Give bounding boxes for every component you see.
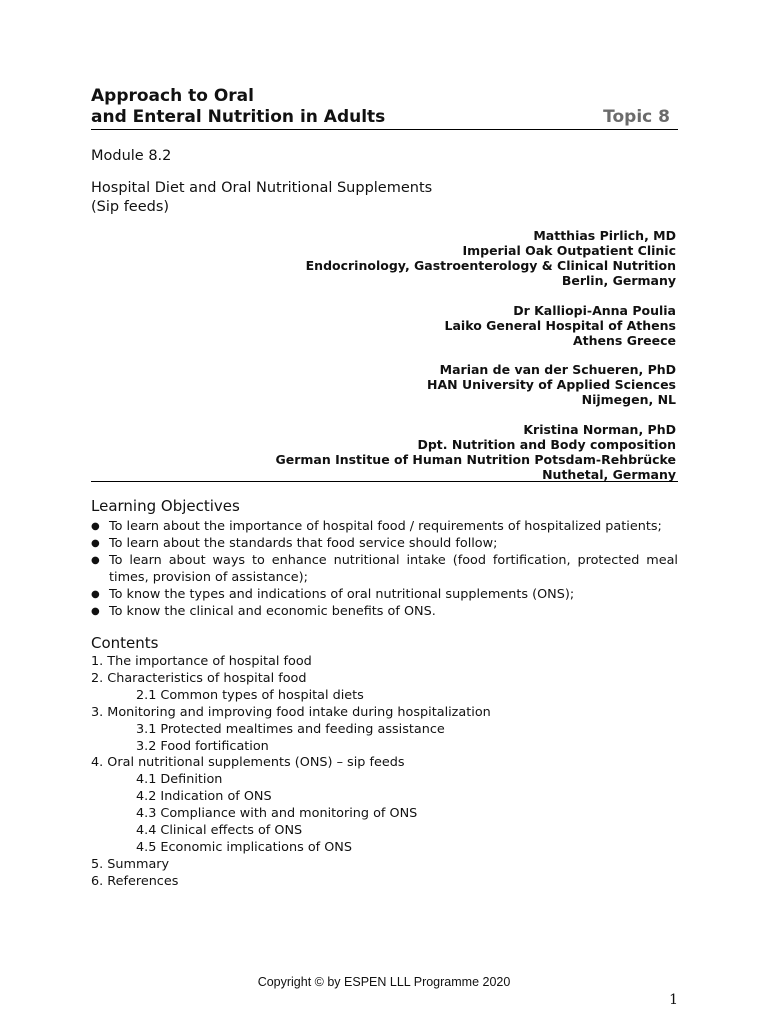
module-subtitle	[91, 179, 432, 217]
toc-item: 2. Characteristics of hospital food	[91, 670, 307, 686]
toc-item: 3. Monitoring and improving food intake during hospitalization	[91, 704, 491, 720]
author-list	[176, 228, 676, 482]
bullet-icon: ●	[91, 521, 100, 532]
subtitle-line-2: (Sip feeds)	[91, 199, 170, 215]
author-line: Dr Kalliopi-Anna Poulia	[513, 302, 676, 318]
toc-item: 6. References	[91, 873, 179, 889]
module-label: Module 8.2	[91, 148, 172, 164]
toc-subitem: 4.4 Clinical effects of ONS	[136, 823, 303, 839]
toc-item: 4. Oral nutritional supplements (ONS) – sip feeds	[91, 755, 405, 771]
author-line: Laiko General Hospital of Athens	[444, 317, 676, 333]
list-item	[91, 518, 678, 535]
author-block	[176, 422, 676, 482]
title-line-1: Approach to Oral	[91, 86, 254, 106]
topic-label: Topic 8	[603, 107, 670, 127]
toc-item: 1. The importance of hospital food	[91, 654, 312, 669]
copyright-footer: Copyright © by ESPEN LLL Programme 2020	[257, 975, 511, 989]
section-divider	[91, 481, 678, 482]
document-title	[91, 86, 678, 130]
author-block	[176, 362, 676, 407]
author-line: HAN University of Applied Sciences	[427, 377, 676, 392]
author-line: Imperial Oak Outpatient Clinic	[462, 243, 676, 258]
author-line: Athens Greece	[573, 332, 676, 348]
objectives-heading: Learning Objectives	[91, 497, 240, 515]
toc-subitem: 2.1 Common types of hospital diets	[136, 687, 364, 703]
author-line: Dpt. Nutrition and Body composition	[417, 436, 676, 452]
objective-text: To learn about ways to enhance nutritional intake (food fortification, protected meal times, provision of assistance);	[109, 553, 678, 585]
list-item	[91, 603, 678, 620]
toc-subitem: 4.2 Indication of ONS	[136, 789, 272, 805]
objective-text: To learn about the standards that food service should follow;	[109, 536, 498, 551]
title-row-2	[91, 107, 678, 130]
toc-item: 5. Summary	[91, 856, 170, 872]
author-block	[176, 303, 676, 348]
objective-text: To know the types and indications of oral nutritional supplements (ONS);	[109, 587, 575, 602]
author-line: Berlin, Germany	[561, 273, 676, 288]
bullet-icon: ●	[91, 606, 100, 617]
objective-text: To know the clinical and economic benefits of ONS.	[109, 604, 436, 619]
toc-subitem: 3.2 Food fortification	[136, 738, 269, 754]
author-line: Endocrinology, Gastroenterology & Clinical Nutrition	[305, 258, 676, 273]
objectives-list	[91, 518, 678, 620]
author-line: Matthias Pirlich, MD	[533, 228, 676, 243]
objective-text: To learn about the importance of hospital food / requirements of hospitalized patients;	[109, 519, 662, 534]
contents-heading: Contents	[91, 634, 159, 652]
author-block	[176, 228, 676, 288]
toc-subitem: 4.3 Compliance with and monitoring of ONS	[136, 806, 418, 822]
author-line: Marian de van der Schueren, PhD	[439, 362, 676, 377]
list-item	[91, 535, 678, 552]
title-line-2: and Enteral Nutrition in Adults	[91, 107, 386, 127]
bullet-icon: ●	[91, 589, 100, 600]
toc-subitem: 4.5 Economic implications of ONS	[136, 839, 352, 855]
bullet-icon: ●	[91, 538, 100, 549]
bullet-icon: ●	[91, 555, 100, 566]
toc-subitem: 3.1 Protected mealtimes and feeding assistance	[136, 721, 445, 737]
author-line: Nuthetal, Germany	[542, 466, 676, 482]
subtitle-line-1: Hospital Diet and Oral Nutritional Supplements	[91, 180, 433, 196]
table-of-contents	[91, 654, 678, 891]
author-line: Nijmegen, NL	[581, 392, 676, 407]
page-number: 1	[669, 992, 678, 1008]
author-line: German Institue of Human Nutrition Potsdam-Rehbrücke	[275, 451, 676, 467]
toc-subitem: 4.1 Definition	[136, 772, 223, 788]
list-item	[91, 586, 678, 603]
list-item	[91, 552, 678, 586]
author-line: Kristina Norman, PhD	[523, 421, 676, 437]
